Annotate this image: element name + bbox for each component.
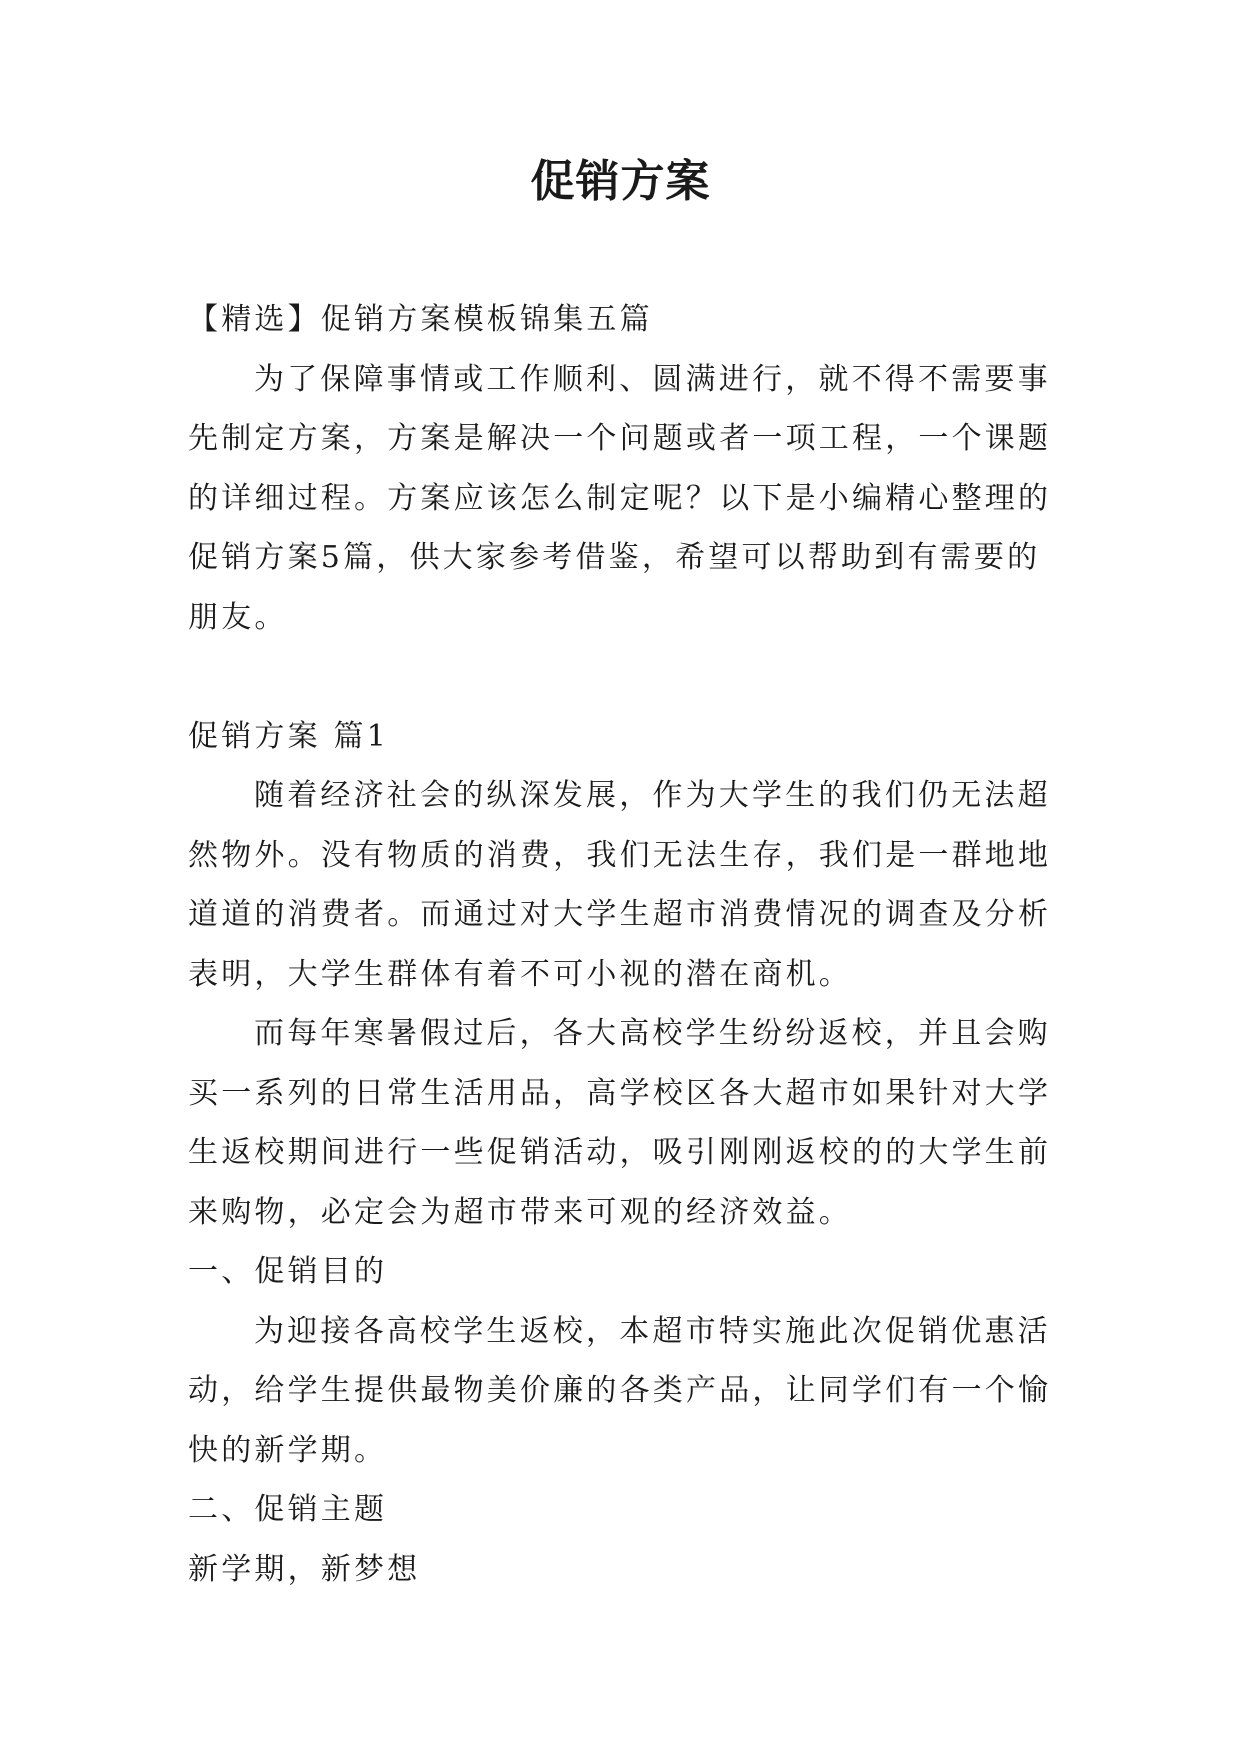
paragraph-gap: [188, 647, 1056, 707]
section-heading: 促销方案 篇1: [188, 718, 390, 754]
document-body: [188, 290, 1056, 1599]
intro-paragraph: 为了保障事情或工作顺利、圆满进行，就不得不需要事先制定方案，方案是解决一个问题或者一项工程，一个课题的详细过程。方案应该怎么制定呢？以下是小编精心整理的促销方案5篇，供大家参考借鉴，希望可以帮助到有需要的朋友。: [188, 361, 1052, 635]
document-subtitle: 【精选】促销方案模板锦集五篇: [188, 302, 653, 337]
body-paragraph-2: 而每年寒暑假过后，各大高校学生纷纷返校，并且会购买一系列的日常生活用品，高学校区各大超市如果针对大学生返校期间进行一些促销活动，吸引刚刚返校的的大学生前来购物，必定会为超市带来可观的经济效益。: [188, 1016, 1052, 1230]
promotion-purpose-text: 为迎接各高校学生返校，本超市特实施此次促销优惠活动，给学生提供最物美价廉的各类产品，让同学们有一个愉快的新学期。: [188, 1313, 1052, 1468]
body-paragraph-1: 随着经济社会的纵深发展，作为大学生的我们仍无法超然物外。没有物质的消费，我们无法生存，我们是一群地地道道的消费者。而通过对大学生超市消费情况的调查及分析表明，大学生群体有着不可小视的潜在商机。: [188, 778, 1052, 992]
document-title: 促销方案: [530, 156, 711, 207]
promotion-purpose-heading: 一、促销目的: [188, 1254, 388, 1289]
promotion-theme-text: 新学期，新梦想: [188, 1551, 421, 1587]
promotion-theme-heading: 二、促销主题: [188, 1492, 388, 1527]
